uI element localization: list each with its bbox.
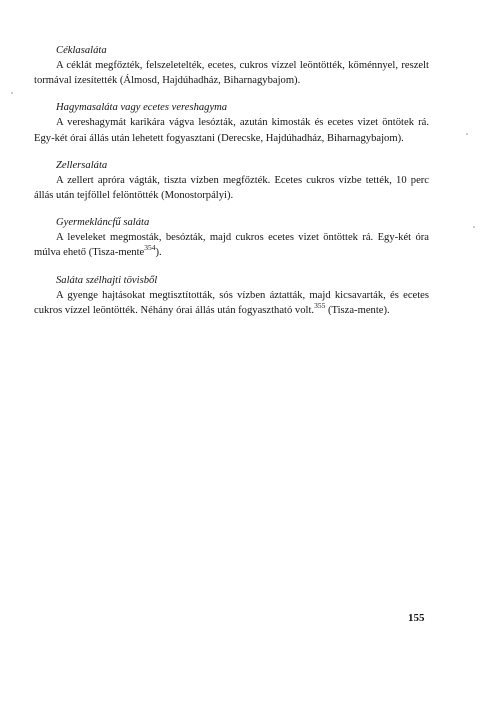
recipe-title: Saláta szélhajti tövisből xyxy=(56,274,158,286)
recipe-title: Hagymasaláta vagy ecetes vereshagyma xyxy=(56,102,228,114)
recipe-text-main: A céklát megfőzték, felszeletelték, ecetes, cukros vízzel leöntötték, köménnyel, reszelt tormával ízesítették (Álmosd, Hajdúhadház, Biharnagybajom). xyxy=(34,60,429,87)
recipe-text-main: A leveleket megmosták, besózták, majd cukros ecetes vizet öntöttek rá. Egy-két óra múlva ehető (Tisza-mente xyxy=(34,232,429,259)
recipe-text xyxy=(34,288,429,318)
recipe-text-tail: ). xyxy=(155,247,162,259)
scan-speck xyxy=(466,133,468,135)
footnote-marker: 354 xyxy=(144,243,156,253)
recipe-text-tail: (Tisza-mente). xyxy=(325,304,390,316)
recipe-text xyxy=(34,58,429,88)
recipe-text xyxy=(34,230,429,260)
recipe-text-main: A vereshagymát karikára vágva lesózták, azután kimosták és ecetes vizet öntötek rá. Egy-két órai állás után lehetett fogyasztani (Derecske, Hajdúhadház, Biharnagybajom). xyxy=(34,117,429,144)
scan-speck xyxy=(11,92,13,94)
recipe-list xyxy=(34,43,429,330)
page-number: 155 xyxy=(408,612,425,624)
recipe-entry xyxy=(34,158,429,203)
recipe-title: Gyermekláncfű saláta xyxy=(56,217,150,229)
recipe-title: Zellersaláta xyxy=(56,159,108,171)
recipe-entry xyxy=(34,215,429,260)
footnote-marker: 355 xyxy=(314,300,326,310)
scan-speck xyxy=(473,226,475,228)
recipe-entry xyxy=(34,100,429,145)
recipe-entry xyxy=(34,43,429,88)
recipe-text-main: A zellert apróra vágták, tiszta vízben megfőzték. Ecetes cukros vízbe tették, 10 perc állás után tejföllel felöntötték (Monostorpályi). xyxy=(34,174,429,202)
recipe-text xyxy=(34,115,429,145)
recipe-entry xyxy=(34,273,429,318)
recipe-title: Céklasaláta xyxy=(56,45,107,56)
recipe-text xyxy=(34,173,429,203)
recipe-text-main: A gyenge hajtásokat megtisztították, sós vízben áztatták, majd kicsavarták, és ecetes cukros vízzel leöntötték. Néhány órai állás után fogyasztható volt. xyxy=(34,289,429,316)
